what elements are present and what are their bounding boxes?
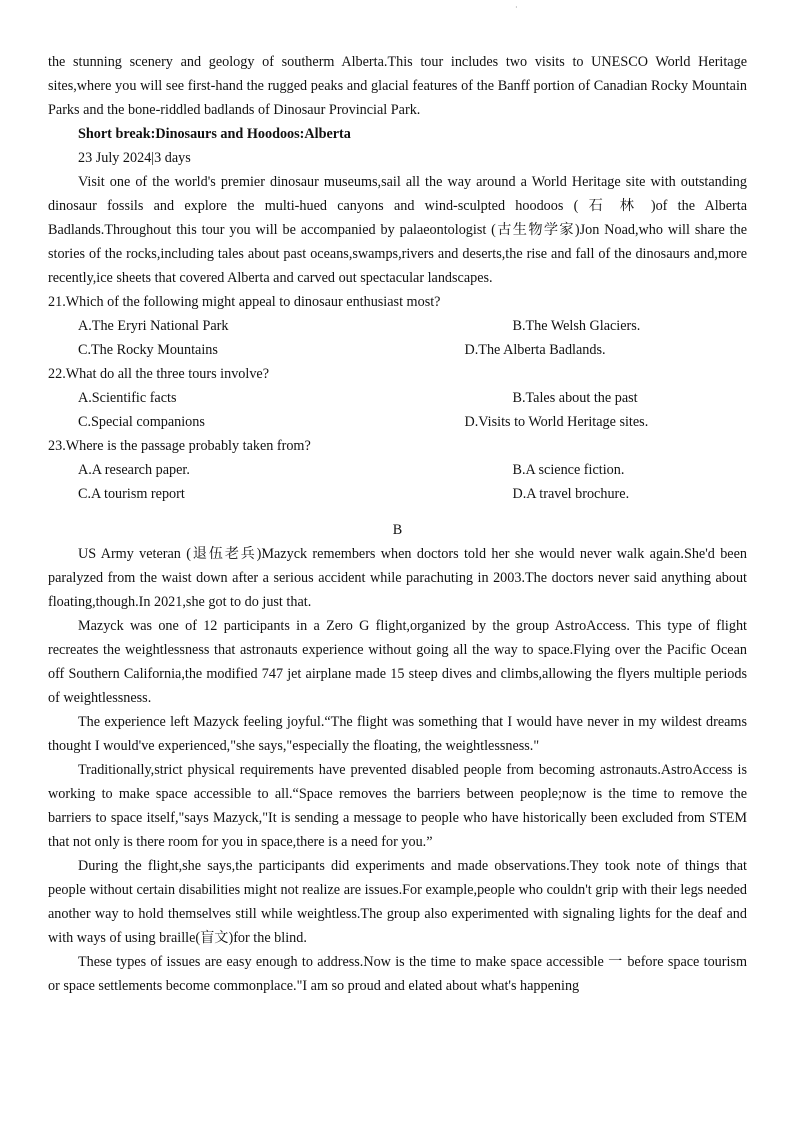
question-stem: 21.Which of the following might appeal to dinosaur enthusiast most? xyxy=(48,294,441,310)
tour-date: 23 July 2024|3 days xyxy=(78,150,191,166)
option-d: D.The Alberta Badlands. xyxy=(464,342,606,358)
tour-title: Short break:Dinosaurs and Hoodoos:Alberta xyxy=(78,126,351,142)
passage-a-paragraph-1: the stunning scenery and geology of southerm Alberta.This tour includes two visits to UNESCO World Heritage sites,where you will see first-hand the rugged peaks and glacial features of the Banff portion of Canadian Rocky Mountain Parks and the bone-riddled badlands of Dinosaur Provincial Park. xyxy=(48,54,747,118)
question-22 xyxy=(48,362,747,434)
document-page xyxy=(48,50,747,998)
option-b: B.Tales about the past xyxy=(512,390,638,406)
passage-b-paragraph-2: Mazyck was one of 12 participants in a Zero G flight,organized by the group AstroAccess. This type of flight recreates the weightlessness that astronauts experience without going all the way to space.Flying over the Pacific Ocean off Southern California,the modified 747 jet airplane made 15 steep dives and climbs,allowing the flyers multiple periods of weightlessness. xyxy=(48,618,747,706)
passage-a-paragraph-2: Visit one of the world's premier dinosaur museums,sail all the way around a World Heritage site with outstanding dinosaur fossils and explore the multi-hued canyons and wind-sculpted hoodoos ( 石 林 )of the Alberta Badlands.Throughout this tour you will be accompanied by palaeontologist (古生物学家)Jon Noad,who will share the stories of the rocks,including tales about past oceans,swamps,rivers and deserts,the rise and fall of the dinosaurs and,more recently,ice sheets that covered Alberta and carved out spectacular landscapes. xyxy=(48,174,747,286)
question-21 xyxy=(48,290,747,362)
option-c: C.The Rocky Mountains xyxy=(78,342,218,358)
question-stem: 23.Where is the passage probably taken from? xyxy=(48,438,311,454)
option-b: B.The Welsh Glaciers. xyxy=(512,318,641,334)
option-d: D.A travel brochure. xyxy=(512,486,630,502)
option-a: A.Scientific facts xyxy=(78,390,177,406)
question-23 xyxy=(48,434,747,506)
passage-b-paragraph-5: During the flight,she says,the participants did experiments and made observations.They took note of things that people without certain disabilities might not realize are issues.For example,people who couldn't grip with their legs needed another way to hold themselves still while weightless.The group also experimented with signaling lights for the deaf and with ways of using braille(盲文)for the blind. xyxy=(48,858,747,946)
passage-b-paragraph-1: US Army veteran (退伍老兵)Mazyck remembers when doctors told her she would never walk again.She'd been paralyzed from the waist down after a serious accident while parachuting in 2003.The doctors never said anything about floating,though.In 2021,she got to do just that. xyxy=(48,546,747,610)
option-c: C.A tourism report xyxy=(78,486,185,502)
option-a: A.A research paper. xyxy=(78,462,190,478)
option-c: C.Special companions xyxy=(78,414,205,430)
section-b-heading: B xyxy=(392,522,403,538)
passage-b-paragraph-4: Traditionally,strict physical requirements have prevented disabled people from becoming astronauts.AstroAccess is working to make space accessible to all.“Space removes the barriers between people;now is the time to remove the barriers to space itself,"says Mazyck,"It is sending a message to people who have historically been excluded from STEM that not only is there room for you in space,there is a need for you.” xyxy=(48,762,747,850)
option-a: A.The Eryri National Park xyxy=(78,318,229,334)
option-d: D.Visits to World Heritage sites. xyxy=(464,414,649,430)
question-stem: 22.What do all the three tours involve? xyxy=(48,366,270,382)
header-mark: · xyxy=(515,3,518,12)
passage-b-paragraph-6: These types of issues are easy enough to address.Now is the time to make space accessible 一 before space tourism or space settlements become commonplace."I am so proud and elated about what's happening xyxy=(48,954,747,994)
option-b: B.A science fiction. xyxy=(512,462,625,478)
passage-b-paragraph-3: The experience left Mazyck feeling joyful.“The flight was something that I would have never in my wildest dreams thought I would've experienced,"she says,"especially the floating, the weightlessness." xyxy=(48,714,747,754)
